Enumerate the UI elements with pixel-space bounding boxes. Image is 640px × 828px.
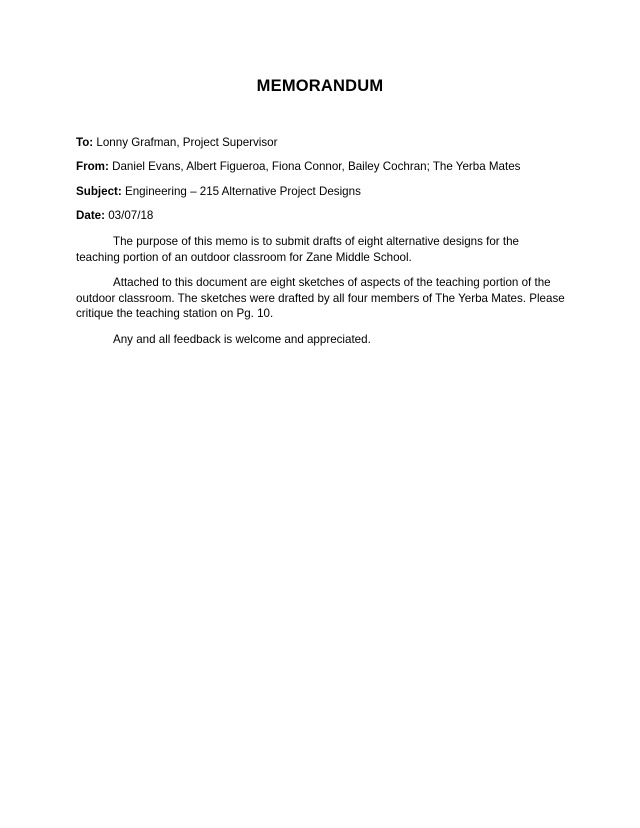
from-value: Daniel Evans, Albert Figueroa, Fiona Connor, Bailey Cochran; The Yerba Mates bbox=[112, 160, 521, 173]
from-label: From: bbox=[76, 160, 109, 173]
subject-label: Subject: bbox=[76, 185, 122, 198]
date-label: Date: bbox=[76, 209, 105, 222]
body-paragraph-purpose: The purpose of this memo is to submit drafts of eight alternative designs for the teaching portion of an outdoor classroom for Zane Middle School. bbox=[76, 235, 519, 264]
to-label: To: bbox=[76, 136, 94, 149]
from-line bbox=[76, 160, 520, 174]
memo-title: MEMORANDUM bbox=[256, 77, 384, 95]
date-line bbox=[76, 209, 153, 223]
to-value: Lonny Grafman, Project Supervisor bbox=[96, 136, 278, 149]
subject-line bbox=[76, 185, 361, 199]
body-paragraph-attachments: Attached to this document are eight sketches of aspects of the teaching portion of the outdoor classroom. The sketches were drafted by all four members of The Yerba Mates. Please critique the teaching station on Pg. 10. bbox=[76, 276, 565, 320]
date-value: 03/07/18 bbox=[108, 209, 154, 222]
body-paragraph-feedback: Any and all feedback is welcome and appreciated. bbox=[113, 333, 371, 346]
subject-value: Engineering – 215 Alternative Project Designs bbox=[124, 185, 361, 198]
to-line bbox=[76, 136, 277, 150]
